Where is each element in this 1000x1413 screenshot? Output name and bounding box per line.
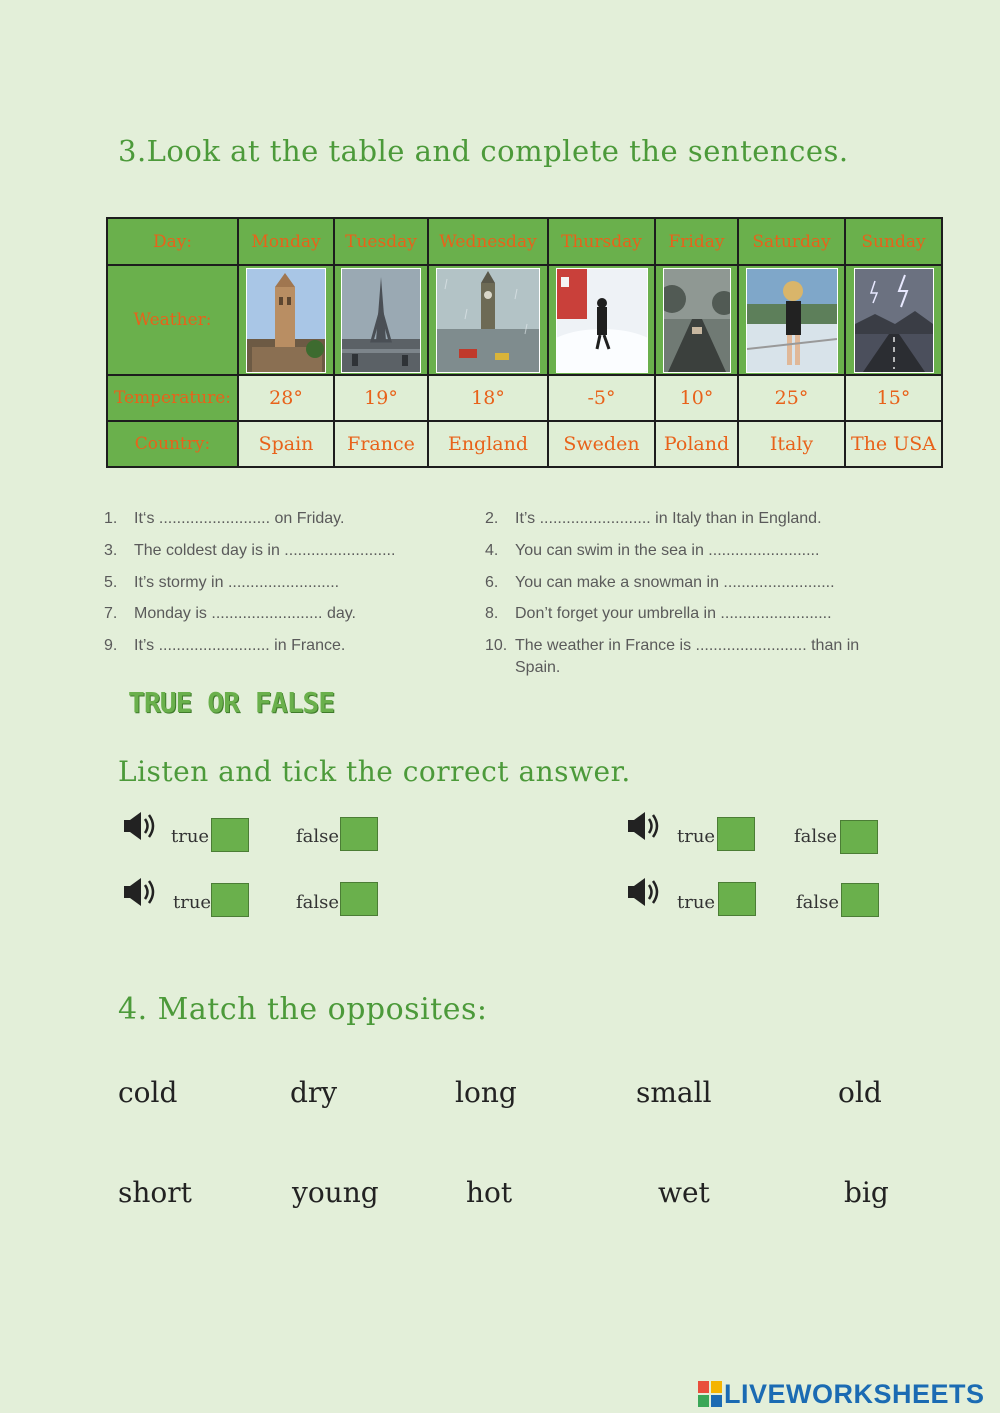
- weather-photo-cell: [238, 265, 334, 375]
- false-checkbox[interactable]: [340, 882, 378, 916]
- big-ben-rain-photo: [436, 268, 540, 373]
- weather-photo-cell: [738, 265, 845, 375]
- eiffel-tower-photo: [341, 268, 421, 373]
- true-checkbox[interactable]: [211, 818, 249, 852]
- weather-photo-cell: [845, 265, 942, 375]
- sentence-item: 10. The weather in France is ......................... than in Spain.: [485, 637, 860, 676]
- day-cell: Saturday: [738, 218, 845, 265]
- sentence-item: 6. You can make a snowman in .........................: [485, 574, 835, 591]
- day-cell: Friday: [655, 218, 738, 265]
- speaker-icon[interactable]: [123, 810, 161, 842]
- weather-table: [106, 217, 943, 468]
- true-checkbox[interactable]: [211, 883, 249, 917]
- sentence-item: 2. It’s ......................... in Italy than in England.: [485, 510, 822, 527]
- country-cell: Italy: [738, 421, 845, 467]
- day-cell: Thursday: [548, 218, 655, 265]
- false-label: false: [796, 892, 840, 913]
- temperature-cell: 15°: [845, 375, 942, 421]
- day-cell: Sunday: [845, 218, 942, 265]
- foggy-road-photo: [663, 268, 731, 373]
- temperature-cell: 28°: [238, 375, 334, 421]
- sentence-item: 1. It‘s ......................... on Friday.: [104, 510, 345, 527]
- section-4-title: 4. Match the opposites:: [118, 992, 488, 1027]
- day-cell: Monday: [238, 218, 334, 265]
- temperature-cell: -5°: [548, 375, 655, 421]
- row-header-country: Country:: [107, 421, 238, 467]
- country-cell: England: [428, 421, 548, 467]
- sentence-item: 9. It’s ......................... in France.: [104, 637, 346, 654]
- false-checkbox[interactable]: [841, 883, 879, 917]
- speaker-icon[interactable]: [627, 810, 665, 842]
- liveworksheets-logo: [698, 1378, 985, 1410]
- day-cell: Tuesday: [334, 218, 428, 265]
- match-word[interactable]: long: [455, 1076, 517, 1109]
- false-checkbox[interactable]: [840, 820, 878, 854]
- match-word[interactable]: old: [838, 1076, 882, 1109]
- true-label: true: [171, 826, 210, 847]
- speaker-icon[interactable]: [627, 876, 665, 908]
- weather-photo-cell: [655, 265, 738, 375]
- match-word[interactable]: wet: [658, 1176, 710, 1209]
- logo-text: LIVEWORKSHEETS: [724, 1378, 985, 1409]
- row-header-temperature: Temperature:: [107, 375, 238, 421]
- match-word[interactable]: young: [292, 1176, 379, 1209]
- false-checkbox[interactable]: [340, 817, 378, 851]
- temperature-cell: 19°: [334, 375, 428, 421]
- sentence-item: 4. You can swim in the sea in .........................: [485, 542, 820, 559]
- storm-photo: [854, 268, 934, 373]
- match-word[interactable]: hot: [466, 1176, 513, 1209]
- temperature-cell: 25°: [738, 375, 845, 421]
- true-label: true: [173, 892, 212, 913]
- false-label: false: [296, 826, 340, 847]
- day-row: [107, 218, 942, 265]
- day-cell: Wednesday: [428, 218, 548, 265]
- true-label: true: [677, 826, 716, 847]
- country-cell: The USA: [845, 421, 942, 467]
- row-header-weather: Weather:: [107, 265, 238, 375]
- sentence-item: 3. The coldest day is in .........................: [104, 542, 396, 559]
- true-checkbox[interactable]: [717, 817, 755, 851]
- country-cell: France: [334, 421, 428, 467]
- logo-mark-icon: [698, 1381, 722, 1407]
- sentence-item: 7. Monday is ......................... day.: [104, 605, 356, 622]
- listen-instruction: Listen and tick the correct answer.: [118, 755, 631, 788]
- snow-photo: [556, 268, 648, 373]
- country-cell: Poland: [655, 421, 738, 467]
- country-row: [107, 421, 942, 467]
- weather-photo-cell: [428, 265, 548, 375]
- weather-row: [107, 265, 942, 375]
- temperature-cell: 10°: [655, 375, 738, 421]
- match-word[interactable]: cold: [118, 1076, 178, 1109]
- match-word[interactable]: dry: [290, 1076, 338, 1109]
- cathedral-tower-photo: [246, 268, 326, 373]
- true-label: true: [677, 892, 716, 913]
- true-false-heading: TRUE OR FALSE: [128, 686, 335, 719]
- false-label: false: [296, 892, 340, 913]
- match-word[interactable]: big: [844, 1176, 889, 1209]
- match-word[interactable]: small: [636, 1076, 712, 1109]
- true-checkbox[interactable]: [718, 882, 756, 916]
- country-cell: Spain: [238, 421, 334, 467]
- row-header-day: Day:: [107, 218, 238, 265]
- temperature-cell: 18°: [428, 375, 548, 421]
- weather-photo-cell: [548, 265, 655, 375]
- country-cell: Sweden: [548, 421, 655, 467]
- sentence-item: 8. Don’t forget your umbrella in .........................: [485, 605, 832, 622]
- match-word[interactable]: short: [118, 1176, 192, 1209]
- speaker-icon[interactable]: [123, 876, 161, 908]
- sunny-girl-photo: [746, 268, 838, 373]
- false-label: false: [794, 826, 838, 847]
- sentence-item: 5. It’s stormy in .........................: [104, 574, 340, 591]
- temperature-row: [107, 375, 942, 421]
- section-3-title: 3.Look at the table and complete the sentences.: [118, 134, 849, 168]
- weather-photo-cell: [334, 265, 428, 375]
